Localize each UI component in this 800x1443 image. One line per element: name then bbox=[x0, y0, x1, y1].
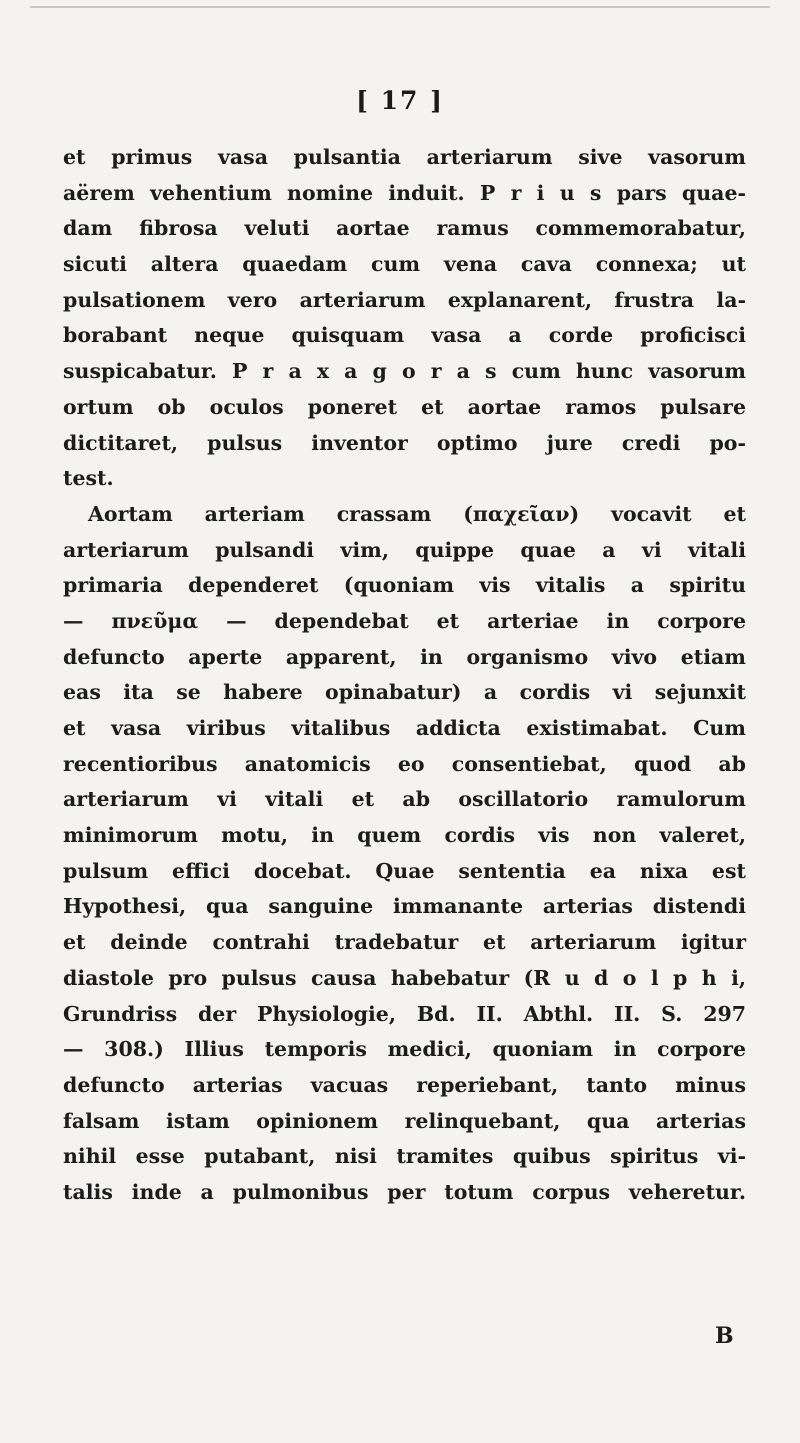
page-number: [ 17 ] bbox=[356, 86, 444, 115]
text-line: suspicabatur. P r a x a g o r a s cum hunc vasorum bbox=[63, 359, 746, 384]
text-line: et vasa viribus vitalibus addicta existimabat. Cum bbox=[63, 716, 746, 740]
text-line: recentioribus anatomicis eo consentiebat, quod ab bbox=[63, 751, 746, 776]
text-line: Hypothesi, qua sanguine immanante arterias distendi bbox=[63, 894, 746, 919]
text-line: arteriarum pulsandi vim, quippe quae a vi vitali bbox=[63, 537, 746, 562]
text-line: pulsum effici docebat. Quae sententia ea nixa est bbox=[63, 858, 746, 883]
text-line: et primus vasa pulsantia arteriarum sive vasorum bbox=[63, 145, 746, 169]
text-line: — 308.) Illius temporis medici, quoniam in corpore bbox=[63, 1037, 746, 1062]
text-line: aërem vehentium nomine induit. P r i u s pars quae- bbox=[63, 180, 746, 205]
text-line: minimorum motu, in quem cordis vis non valeret, bbox=[63, 823, 746, 848]
text-line: — πνεῦμα — dependebat et arteriae in corpore bbox=[63, 608, 746, 633]
text-line: borabant neque quisquam vasa a corde proficisci bbox=[63, 323, 746, 348]
text-line: falsam istam opinionem relinquebant, qua arterias bbox=[63, 1108, 746, 1133]
text-line: defuncto aperte apparent, in organismo vivo etiam bbox=[63, 644, 746, 669]
text-line: arteriarum vi vitali et ab oscillatorio ramulorum bbox=[63, 787, 746, 812]
text-line: pulsationem vero arteriarum explanarent, frustra la- bbox=[63, 287, 746, 312]
text-line: dictitaret, pulsus inventor optimo jure credi po- bbox=[63, 430, 746, 455]
text-line: et deinde contrahi tradebatur et arteriarum igitur bbox=[63, 930, 746, 955]
text-line: diastole pro pulsus causa habebatur (R u d o l p h i, bbox=[63, 965, 746, 990]
top-edge-rule bbox=[30, 6, 770, 8]
text-line: dam fibrosa veluti aortae ramus commemorabatur, bbox=[63, 216, 746, 241]
body-text bbox=[63, 140, 746, 1211]
signature-mark: B bbox=[715, 1323, 734, 1349]
text-line: nihil esse putabant, nisi tramites quibus spiritus vi- bbox=[63, 1144, 746, 1169]
text-line: Grundriss der Physiologie, Bd. II. Abthl. II. S. 297 bbox=[63, 1001, 746, 1026]
text-line: ortum ob oculos poneret et aortae ramos pulsare bbox=[63, 394, 746, 419]
text-line: primaria dependeret (quoniam vis vitalis a spiritu bbox=[63, 573, 746, 598]
text-line: sicuti altera quaedam cum vena cava connexa; ut bbox=[63, 252, 746, 277]
text-line: defuncto arterias vacuas reperiebant, tanto minus bbox=[63, 1072, 746, 1097]
text-line: talis inde a pulmonibus per totum corpus veheretur. bbox=[63, 1179, 746, 1204]
text-line: Aortam arteriam crassam (παχεῖαν) vocavit et bbox=[88, 501, 746, 526]
text-line: test. bbox=[63, 466, 114, 491]
text-line: eas ita se habere opinabatur) a cordis vi sejunxit bbox=[63, 680, 746, 705]
